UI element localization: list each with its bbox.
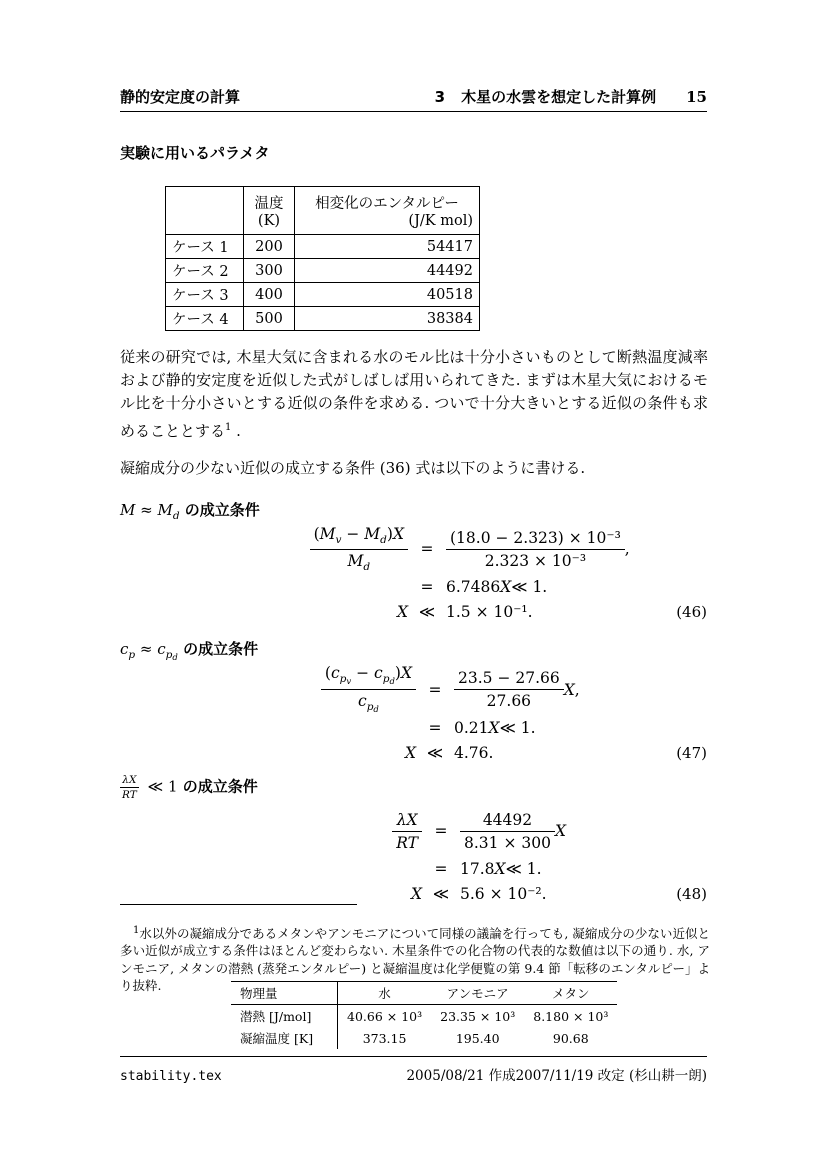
table-header-row <box>166 187 480 235</box>
much-less-one: ≪ 1. <box>511 577 548 596</box>
eq47-heading <box>120 638 258 663</box>
eq48-row-3 <box>120 881 707 906</box>
equation-number: (48) <box>676 884 707 903</box>
coefficient: 17.8 <box>460 859 495 878</box>
math-sub <box>166 649 178 661</box>
math-var: M <box>120 501 136 519</box>
footer-filename: stability.tex <box>120 1069 222 1084</box>
body-paragraph-1 <box>120 346 708 443</box>
eq46-heading <box>120 499 260 522</box>
numerator: 44492 <box>460 811 555 832</box>
fn-cell: 195.40 <box>455 1030 500 1046</box>
eq46-rhs-fraction <box>446 529 625 570</box>
page-number: 15 <box>686 88 707 106</box>
case-enthalpy: 54417 <box>295 235 480 259</box>
math-var: M <box>364 525 381 544</box>
inline-fraction <box>120 774 139 801</box>
case-label: ケース 3 <box>166 283 244 307</box>
equals-sign: = <box>420 540 434 558</box>
eq47-row-2 <box>120 715 707 740</box>
eq48-row-1 <box>120 806 707 856</box>
math-sub: d <box>363 560 371 573</box>
equals-sign: = <box>428 680 442 699</box>
denominator: 2.323 × 10⁻³ <box>484 551 587 570</box>
case-enthalpy: 40518 <box>295 283 480 307</box>
math-var: X <box>488 718 500 737</box>
bound-value: 5.6 × 10⁻². <box>460 884 547 903</box>
case-temp: 300 <box>244 259 295 283</box>
parameter-table <box>165 186 480 331</box>
comma: , <box>624 540 630 558</box>
temp-header-unit: (K) <box>257 213 281 229</box>
header-section <box>435 86 707 107</box>
much-less-sign: ≪ <box>432 884 450 903</box>
eq46-row-3 <box>120 599 707 624</box>
case-temp: 500 <box>244 307 295 331</box>
table-row <box>166 283 480 307</box>
fn-header-quantity: 物理量 <box>231 982 338 1005</box>
math-sub: v <box>335 534 342 547</box>
math-var: M <box>319 525 336 544</box>
footnote-table-row <box>231 1027 617 1049</box>
math-sub <box>339 673 352 688</box>
paragraph-text: 従来の研究では, 木星大気に含まれる水のモル比は十分小さいものとして断熱温度減率および静的安定度を近似した式がしばしば用いられてきた. まずは木星大気におけるモル比を十分小さいとする近似の条件を求める. ついで十分大きいとする近似の条件も求めることとする <box>120 348 708 440</box>
fn-header-ammonia: アンモニア <box>431 982 524 1005</box>
params-heading: 実験に用いるパラメタ <box>120 144 270 162</box>
paren: ( <box>324 664 331 682</box>
math-subsub-d: d <box>373 705 379 716</box>
math-var: X <box>400 664 412 682</box>
numerator: (18.0 − 2.323) × 10⁻³ <box>446 529 625 550</box>
table-row <box>166 307 480 331</box>
footer-revision: 2005/08/21 作成2007/11/19 改定 (杉山耕一朗) <box>406 1068 707 1084</box>
math-var: X <box>396 602 408 621</box>
math-sub-p: p <box>382 673 390 686</box>
temp-header-label: 温度 <box>254 196 284 212</box>
eq46-lhs-fraction <box>310 525 408 572</box>
case-enthalpy: 38384 <box>295 307 480 331</box>
minus: − <box>351 664 375 682</box>
bound-value: 4.76. <box>454 743 494 762</box>
table-row <box>166 235 480 259</box>
fn-cell: 373.15 <box>362 1030 407 1046</box>
footnote-table <box>231 981 617 1049</box>
section-number: 3 <box>434 88 446 106</box>
equals-sign: = <box>434 859 448 878</box>
math-var: X <box>410 884 422 903</box>
equals-sign: = <box>428 718 442 737</box>
paren: ( <box>313 525 320 544</box>
math-var: X <box>554 822 566 840</box>
footnote-rule <box>120 904 357 905</box>
denominator: RT <box>396 833 418 852</box>
equals-sign: = <box>420 577 434 596</box>
much-less-one: ≪ 1 <box>142 777 178 796</box>
math-sub-p: p <box>366 701 374 714</box>
footnote-table-row <box>231 1005 617 1028</box>
math-subsub-v: v <box>346 677 352 688</box>
math-sub: d <box>172 510 180 522</box>
case-temp: 200 <box>244 235 295 259</box>
math-sub-p: p <box>165 649 173 661</box>
equation-46 <box>120 524 707 624</box>
comma: , <box>574 680 580 699</box>
math-var: c <box>157 640 166 658</box>
much-less-sign: ≪ <box>418 602 436 621</box>
footnote-text: 水以外の凝縮成分であるメタンやアンモニアについて同様の議論を行っても, 凝縮成分の少ない近似と多い近似が成立する条件はほとんど変わらない. 木星条件での化合物の代表的な数値は以下の通り. 水, アンモニア, メタンの潜熱 (蒸発エンタルピー) と凝縮温度は化学便覧の第 9.4 節「転移のエンタルピー」より抜粋. <box>120 925 710 994</box>
case-enthalpy: 44492 <box>295 259 480 283</box>
math-var: c <box>374 664 383 682</box>
math-var: c <box>330 664 340 682</box>
math-var: X <box>563 680 575 699</box>
equals-sign: = <box>434 822 448 840</box>
math-subsub-d: d <box>172 653 178 663</box>
heading-suffix: の成立条件 <box>179 501 260 519</box>
math-sub: p <box>128 649 136 661</box>
eq48-lhs-fraction <box>392 811 422 852</box>
math-var: X <box>500 577 512 596</box>
math-var: X <box>494 859 506 878</box>
fn-header-water: 水 <box>338 982 432 1005</box>
header-rule <box>120 111 707 112</box>
much-less-one: ≪ 1. <box>499 718 536 737</box>
paren: ) <box>386 525 393 544</box>
eq46-row-2 <box>120 574 707 599</box>
running-title: 静的安定度の計算 <box>120 88 241 106</box>
footnote-mark: 1 <box>133 924 140 936</box>
fn-cell: 凝縮温度 [K] <box>231 1027 338 1049</box>
minus: − <box>341 525 365 544</box>
math-sub-p: p <box>339 673 347 686</box>
header-cell-empty <box>166 187 244 235</box>
footnote-reference-mark: 1 <box>225 421 232 433</box>
math-subsub-d: d <box>389 677 395 688</box>
much-less-sign: ≪ <box>426 743 444 762</box>
denominator: 27.66 <box>486 692 532 711</box>
page-header <box>120 86 707 107</box>
case-label: ケース 4 <box>166 307 244 331</box>
much-less-one: ≪ 1. <box>505 859 542 878</box>
numerator: λX <box>392 811 422 832</box>
header-cell-enthalpy <box>295 187 480 235</box>
math-var: M <box>347 551 364 570</box>
equation-47 <box>120 664 707 765</box>
denominator: RT <box>122 789 137 802</box>
body-paragraph-2: 凝縮成分の少ない近似の成立する条件 (36) 式は以下のように書ける. <box>120 459 586 477</box>
eq47-row-1 <box>120 664 707 715</box>
math-sub: d <box>380 534 387 547</box>
enthalpy-header-unit: (J/K mol) <box>408 213 473 229</box>
math-sub <box>366 701 379 716</box>
equation-number: (46) <box>676 602 707 621</box>
math-var: c <box>120 640 129 658</box>
heading-suffix: の成立条件 <box>177 640 259 658</box>
case-label: ケース 1 <box>166 235 244 259</box>
math-sub <box>382 673 395 688</box>
math-var: X <box>392 525 404 544</box>
fn-cell: 40.66 × 10³ <box>347 1008 423 1024</box>
coefficient: 0.21 <box>454 718 489 737</box>
paren: ) <box>394 664 401 682</box>
fn-cell: 90.68 <box>552 1030 589 1046</box>
math-var: M <box>157 501 173 519</box>
eq48-row-2 <box>120 856 707 881</box>
coefficient: 6.7486 <box>446 577 501 596</box>
equation-number: (47) <box>676 743 707 762</box>
approx-symbol: ≈ <box>135 501 158 519</box>
fn-cell: 潜熱 [J/mol] <box>231 1005 338 1028</box>
paragraph-period: . <box>231 421 241 440</box>
eq46-row-1 <box>120 524 707 574</box>
eq48-rhs-fraction <box>460 811 555 852</box>
eq48-heading <box>120 774 258 801</box>
math-var: X <box>404 743 416 762</box>
fn-header-methane: メタン <box>524 982 617 1005</box>
equation-48 <box>120 806 707 906</box>
denominator: 8.31 × 300 <box>464 833 551 852</box>
eq47-lhs-fraction <box>321 664 416 715</box>
numerator: 23.5 − 27.66 <box>454 669 564 690</box>
eq47-row-3 <box>120 740 707 765</box>
fn-cell: 8.180 × 10³ <box>533 1008 609 1024</box>
case-temp: 400 <box>244 283 295 307</box>
page-footer <box>120 1064 707 1084</box>
section-title: 木星の水雲を想定した計算例 <box>461 88 657 106</box>
eq47-rhs-fraction <box>454 669 564 710</box>
footnote-table-header <box>231 982 617 1005</box>
table-row <box>166 259 480 283</box>
bound-value: 1.5 × 10⁻¹. <box>446 602 533 621</box>
header-cell-temp <box>244 187 295 235</box>
math-var: c <box>358 692 367 711</box>
approx-symbol: ≈ <box>135 640 158 658</box>
enthalpy-header-label: 相変化のエンタルピー <box>315 196 459 212</box>
numerator: λX <box>120 774 139 788</box>
case-label: ケース 2 <box>166 259 244 283</box>
fn-cell: 23.35 × 10³ <box>440 1008 516 1024</box>
heading-suffix: の成立条件 <box>177 777 258 796</box>
footer-rule <box>120 1056 707 1057</box>
